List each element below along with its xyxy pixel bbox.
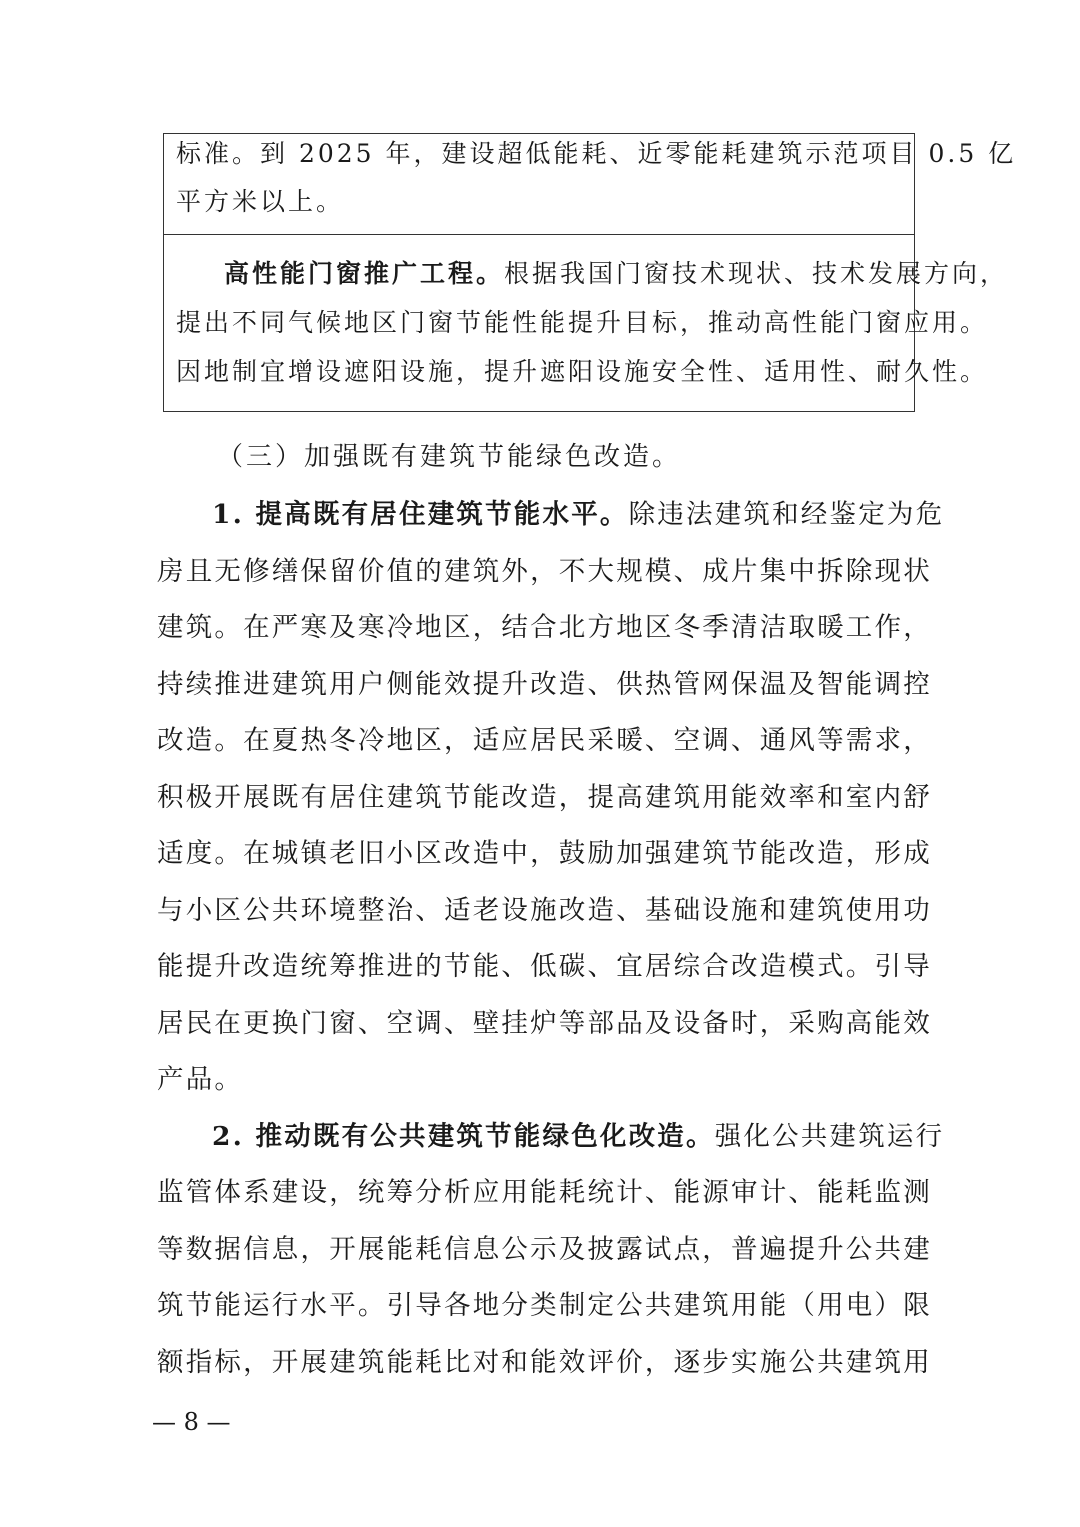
- para2-line: 等数据信息，开展能耗信息公示及披露试点，普遍提升公共建: [157, 1234, 932, 1265]
- para1-line-1: [212, 498, 944, 532]
- para1-line: 房且无修缮保留价值的建筑外，不大规模、成片集中拆除现状: [157, 556, 932, 587]
- box2-line-3: 因地制宜增设遮阳设施，提升遮阳设施安全性、适用性、耐久性。: [176, 357, 989, 386]
- para2-line-1: [212, 1120, 944, 1154]
- para1-title: 1. 提高既有居住建筑节能水平。: [212, 499, 629, 530]
- para2-line: 额指标，开展建筑能耗比对和能效评价，逐步实施公共建筑用: [157, 1347, 932, 1378]
- para1-line: 积极开展既有居住建筑节能改造，提高建筑用能效率和室内舒: [157, 782, 932, 813]
- para1-line: 与小区公共环境整治、适老设施改造、基础设施和建筑使用功: [157, 895, 932, 926]
- box2-title: 高性能门窗推广工程。: [224, 259, 505, 288]
- box2-line-1-rest: 根据我国门窗技术现状、技术发展方向，: [504, 259, 1009, 288]
- para1-line: 改造。在夏热冬冷地区，适应居民采暖、空调、通风等需求，: [157, 725, 932, 756]
- para2-line-1-rest: 强化公共建筑运行: [714, 1121, 945, 1152]
- para1-line: 建筑。在严寒及寒冷地区，结合北方地区冬季清洁取暖工作，: [157, 612, 932, 643]
- para1-line: 居民在更换门窗、空调、壁挂炉等部品及设备时，采购高能效: [157, 1008, 932, 1039]
- table-cell-box-2: [163, 234, 1009, 412]
- para1-line: 适度。在城镇老旧小区改造中，鼓励加强建筑节能改造，形成: [157, 838, 932, 869]
- para1-line-1-rest: 除违法建筑和经鉴定为危: [628, 499, 945, 530]
- para2-line: 筑节能运行水平。引导各地分类制定公共建筑用能（用电）限: [157, 1290, 932, 1321]
- table-cell-box-1: [163, 133, 1017, 235]
- section-heading: （三）加强既有建筑节能绿色改造。: [217, 442, 682, 472]
- para1-line: 持续推进建筑用户侧能效提升改造、供热管网保温及智能调控: [157, 669, 932, 700]
- box2-line-2: 提出不同气候地区门窗节能性能提升目标，推动高性能门窗应用。: [176, 308, 989, 337]
- para2-line: 监管体系建设，统筹分析应用能耗统计、能源审计、能耗监测: [157, 1177, 932, 1208]
- page-number: — 8 —: [152, 1408, 231, 1436]
- para1-line: 能提升改造统筹推进的节能、低碳、宜居综合改造模式。引导: [157, 951, 932, 982]
- box1-line-1: 标准。到 2025 年，建设超低能耗、近零能耗建筑示范项目 0.5 亿: [176, 139, 1017, 168]
- box2-line-1: [224, 259, 1008, 289]
- para1-line: 产品。: [157, 1064, 244, 1095]
- para2-title: 2. 推动既有公共建筑节能绿色化改造。: [212, 1121, 715, 1152]
- box1-line-2: 平方米以上。: [176, 187, 345, 216]
